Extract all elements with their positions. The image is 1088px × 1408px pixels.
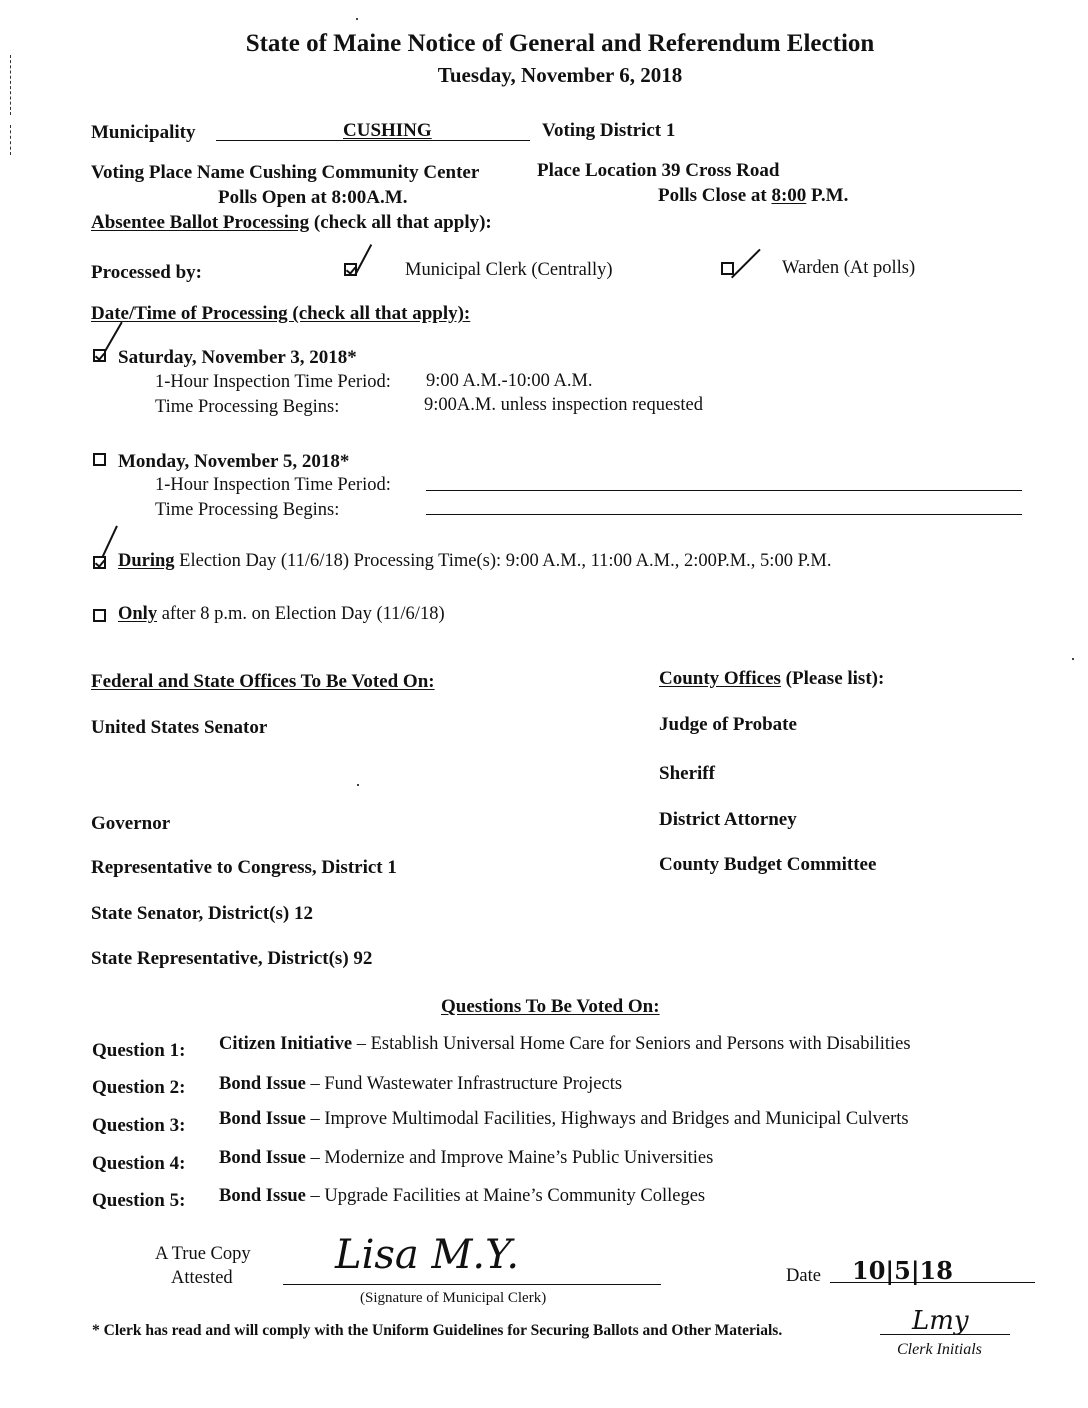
clerk-signature: Lisa M.Y. — [335, 1232, 520, 1278]
question-desc: – Establish Universal Home Care for Seniors and Persons with Disabilities — [352, 1034, 911, 1054]
polls-close — [658, 185, 848, 207]
voting-place-name-value: Cushing Community Center — [249, 162, 480, 183]
question-type: Bond Issue — [219, 1074, 306, 1094]
municipality-value: CUSHING — [343, 120, 432, 141]
clerk-initials: Lmy — [912, 1306, 969, 1336]
signature-line[interactable] — [283, 1284, 661, 1285]
date-value: 10|5|18 — [852, 1256, 953, 1285]
question-type: Bond Issue — [219, 1109, 306, 1129]
processed-by-label: Processed by: — [91, 262, 202, 283]
signature-caption: (Signature of Municipal Clerk) — [360, 1290, 547, 1306]
scan-edge-artifact — [10, 125, 12, 155]
federal-office-item: Governor — [91, 813, 171, 834]
compliance-footnote: * Clerk has read and will comply with the Uniform Guidelines for Securing Ballots and Other Materials. — [92, 1322, 783, 1339]
question-type: Citizen Initiative — [219, 1034, 353, 1054]
scan-speck — [357, 784, 359, 786]
absentee-heading — [91, 212, 492, 234]
checkbox-saturday[interactable] — [93, 349, 106, 362]
question-label: Question 5: — [92, 1190, 186, 1211]
monday-inspection-field[interactable] — [426, 490, 1022, 491]
question-label: Question 3: — [92, 1115, 186, 1136]
monday-begins-label: Time Processing Begins: — [155, 500, 340, 520]
saturday-begins-label: Time Processing Begins: — [155, 397, 340, 417]
polls-close-time: 8:00 — [771, 185, 807, 206]
question-desc: – Modernize and Improve Maine’s Public Universities — [305, 1148, 714, 1168]
county-office-item: District Attorney — [659, 809, 797, 830]
checkbox-monday[interactable] — [93, 453, 106, 466]
true-copy-label: A True Copy — [155, 1244, 251, 1264]
questions-heading: Questions To Be Voted On: — [441, 996, 660, 1017]
scan-speck — [1072, 658, 1074, 660]
absentee-heading-note: (check all that apply): — [309, 212, 492, 233]
question-label: Question 1: — [92, 1040, 186, 1061]
handwritten-checkmark-icon — [354, 244, 372, 276]
county-offices-label: County Offices — [659, 668, 781, 689]
attested-label: Attested — [171, 1268, 233, 1288]
saturday-begins-value: 9:00A.M. unless inspection requested — [424, 395, 703, 415]
monday-label: Monday, November 5, 2018* — [118, 451, 350, 472]
checkbox-warden[interactable] — [721, 262, 734, 275]
handwritten-checkmark-icon — [731, 249, 761, 279]
monday-begins-field[interactable] — [426, 514, 1022, 515]
during-label: During — [118, 551, 175, 571]
monday-inspection-label: 1-Hour Inspection Time Period: — [155, 475, 391, 495]
county-office-item: Judge of Probate — [659, 714, 797, 735]
question-text — [219, 1074, 622, 1095]
place-location — [537, 160, 779, 182]
federal-offices-heading: Federal and State Offices To Be Voted On: — [91, 671, 435, 692]
absentee-heading-label: Absentee Ballot Processing — [91, 212, 310, 233]
federal-office-item: State Senator, District(s) 12 — [91, 903, 313, 924]
document-title: State of Maine Notice of General and Referendum Election — [245, 30, 875, 57]
question-label: Question 2: — [92, 1077, 186, 1098]
county-offices-note: (Please list): — [780, 668, 885, 689]
municipality-label: Municipality — [91, 122, 196, 143]
saturday-label: Saturday, November 3, 2018* — [118, 347, 357, 368]
county-office-item: Sheriff — [659, 763, 715, 784]
date-label: Date — [786, 1266, 821, 1286]
saturday-inspection-label: 1-Hour Inspection Time Period: — [155, 372, 391, 392]
question-text — [219, 1109, 909, 1130]
federal-office-item: United States Senator — [91, 717, 268, 738]
county-offices-heading — [659, 668, 884, 690]
only-label: Only — [118, 604, 158, 624]
question-desc: – Upgrade Facilities at Maine’s Community Colleges — [305, 1186, 706, 1206]
processing-heading: Date/Time of Processing (check all that apply): — [91, 303, 471, 324]
voting-district: Voting District 1 — [542, 120, 676, 141]
place-location-label: Place Location — [537, 160, 657, 181]
option-warden: Warden (At polls) — [782, 258, 916, 278]
clerk-initials-caption: Clerk Initials — [897, 1341, 982, 1358]
county-office-item: County Budget Committee — [659, 854, 877, 875]
saturday-inspection-value: 9:00 A.M.-10:00 A.M. — [426, 371, 593, 391]
question-type: Bond Issue — [219, 1186, 306, 1206]
federal-office-item: State Representative, District(s) 92 — [91, 948, 373, 969]
during-election-day — [118, 551, 832, 572]
only-after-text: after 8 p.m. on Election Day (11/6/18) — [157, 604, 445, 624]
checkbox-during-election-day[interactable] — [93, 556, 106, 569]
question-text — [219, 1148, 713, 1169]
place-location-value: 39 Cross Road — [661, 160, 780, 181]
question-label: Question 4: — [92, 1153, 186, 1174]
question-type: Bond Issue — [219, 1148, 306, 1168]
polls-open: Polls Open at 8:00A.M. — [218, 187, 408, 208]
election-date: Tuesday, November 6, 2018 — [437, 63, 683, 87]
option-municipal-clerk: Municipal Clerk (Centrally) — [405, 260, 613, 280]
polls-close-label: Polls Close at — [658, 185, 772, 206]
voting-place-name — [91, 162, 479, 184]
only-after-8pm — [118, 604, 445, 625]
during-text: Election Day (11/6/18) Processing Time(s): 9:00 A.M., 11:00 A.M., 2:00P.M., 5:00 P.M. — [174, 551, 832, 571]
scan-speck — [356, 18, 358, 20]
checkbox-only-after-8pm[interactable] — [93, 609, 106, 622]
voting-place-name-label: Voting Place Name — [91, 162, 245, 183]
question-text — [219, 1034, 911, 1055]
question-desc: – Improve Multimodal Facilities, Highways and Bridges and Municipal Culverts — [305, 1109, 909, 1129]
federal-office-item: Representative to Congress, District 1 — [91, 857, 397, 878]
polls-close-suffix: P.M. — [806, 185, 849, 206]
question-desc: – Fund Wastewater Infrastructure Projects — [305, 1074, 623, 1094]
question-text — [219, 1186, 705, 1207]
